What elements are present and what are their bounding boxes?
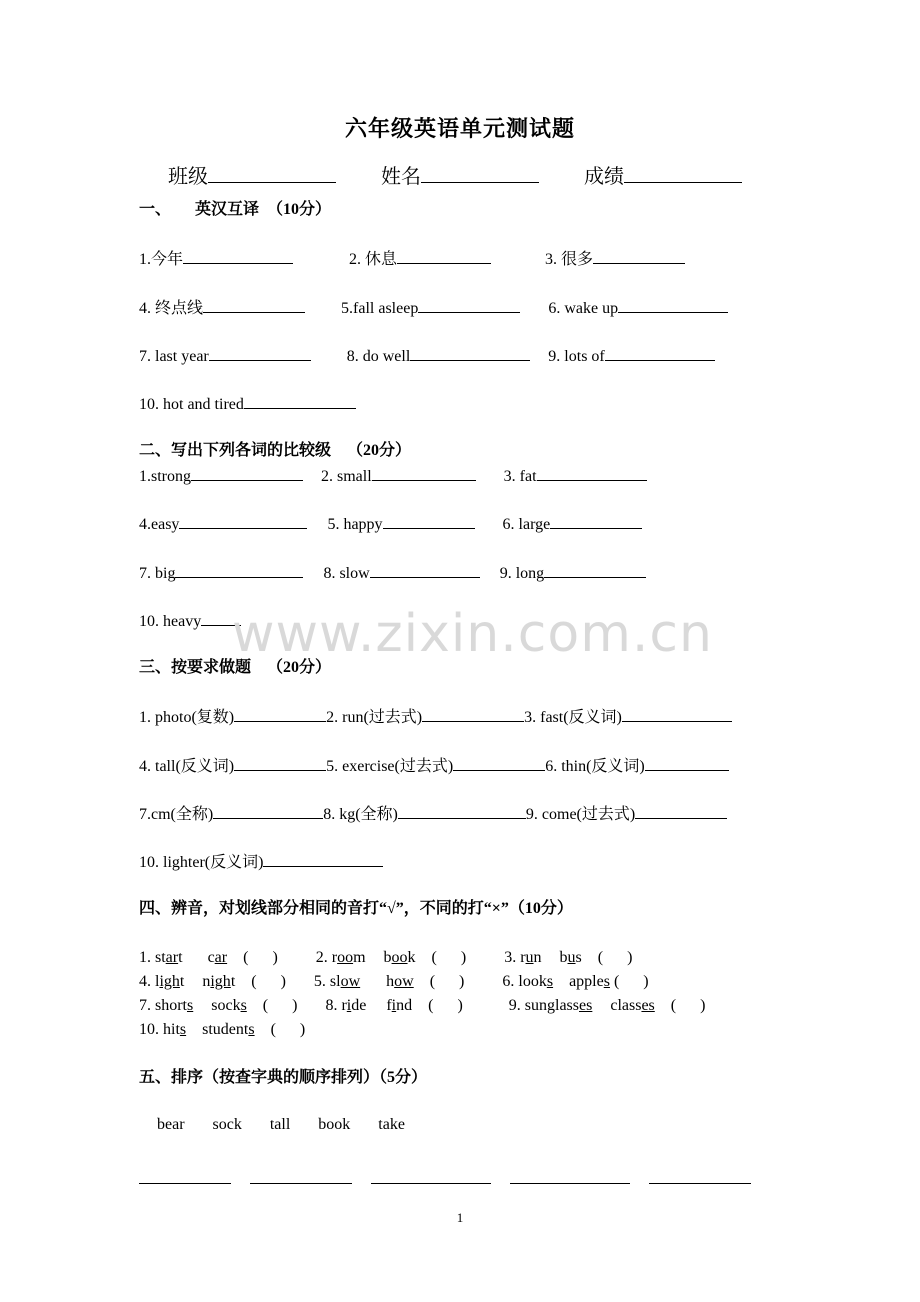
answer-line-1 bbox=[139, 1183, 231, 1184]
answer-line-2 bbox=[250, 1183, 352, 1184]
s1-row-1: 1.今年 2. 休息 3. 很多 bbox=[139, 248, 685, 270]
s2-row-2: 4.easy 5. happy 6. large bbox=[139, 513, 642, 535]
page-number: 1 bbox=[456, 1210, 464, 1225]
s3-row-2: 4. tall(反义词) 5. exercise(过去式) 6. thin(反义词) bbox=[139, 755, 729, 777]
word-item: take bbox=[378, 1116, 405, 1133]
word-item: tall bbox=[269, 1116, 291, 1133]
s4-row-2: 4. light night ( ) 5. slow how ( ) 6. looks apples ( ) bbox=[139, 973, 649, 990]
s3-row-1: 1. photo(复数) 2. run(过去式) 3. fast(反义词) bbox=[139, 706, 732, 728]
section-3-heading: 三、按要求做题 （20分） bbox=[139, 659, 332, 676]
section-1-heading: 一、 英汉互译 （10分） bbox=[139, 201, 332, 218]
word-item: bear bbox=[157, 1116, 185, 1133]
section-2-heading: 二、写出下列各词的比较级 （20分） bbox=[139, 442, 412, 459]
s2-row-4: 10. heavy bbox=[139, 610, 241, 632]
s2-row-1: 1.strong 2. small 3. fat bbox=[139, 465, 647, 487]
s1-row-4: 10. hot and tired bbox=[139, 393, 356, 415]
word-list bbox=[157, 1116, 429, 1134]
section-5-heading: 五、排序（按查字典的顺序排列）（5分） bbox=[139, 1069, 428, 1086]
s4-row-4: 10. hits students ( ) bbox=[139, 1021, 306, 1038]
s4-row-1: 1. start car ( ) 2. room book ( ) 3. run bus ( ) bbox=[139, 949, 633, 966]
s2-row-3: 7. big 8. slow 9. long bbox=[139, 562, 646, 584]
section-4-heading: 四、辨音，对划线部分相同的音打“√”，不同的打“×”（10分） bbox=[139, 900, 573, 917]
class-field: 班级 bbox=[168, 166, 336, 188]
answer-line-5 bbox=[649, 1183, 751, 1184]
page-title: 六年级英语单元测试题 bbox=[344, 116, 575, 141]
answer-line-3 bbox=[371, 1183, 491, 1184]
score-field: 成绩 bbox=[584, 166, 742, 188]
s4-row-3: 7. shorts socks ( ) 8. ride find ( ) 9. sunglasses classes ( ) bbox=[139, 997, 706, 1014]
s3-row-3: 7.cm(全称) 8. kg(全称) 9. come(过去式) bbox=[139, 803, 727, 825]
student-info-row bbox=[168, 160, 782, 189]
word-item: book bbox=[318, 1116, 351, 1133]
answer-line-4 bbox=[510, 1183, 630, 1184]
name-field: 姓名 bbox=[381, 166, 539, 188]
s1-row-2: 4. 终点线 5.fall asleep 6. wake up bbox=[139, 297, 728, 319]
s3-row-4: 10. lighter(反义词) bbox=[139, 851, 383, 873]
word-item: sock bbox=[212, 1116, 242, 1133]
s1-row-3: 7. last year 8. do well 9. lots of bbox=[139, 345, 715, 367]
watermark: www.zixin.com.cn bbox=[232, 604, 713, 664]
